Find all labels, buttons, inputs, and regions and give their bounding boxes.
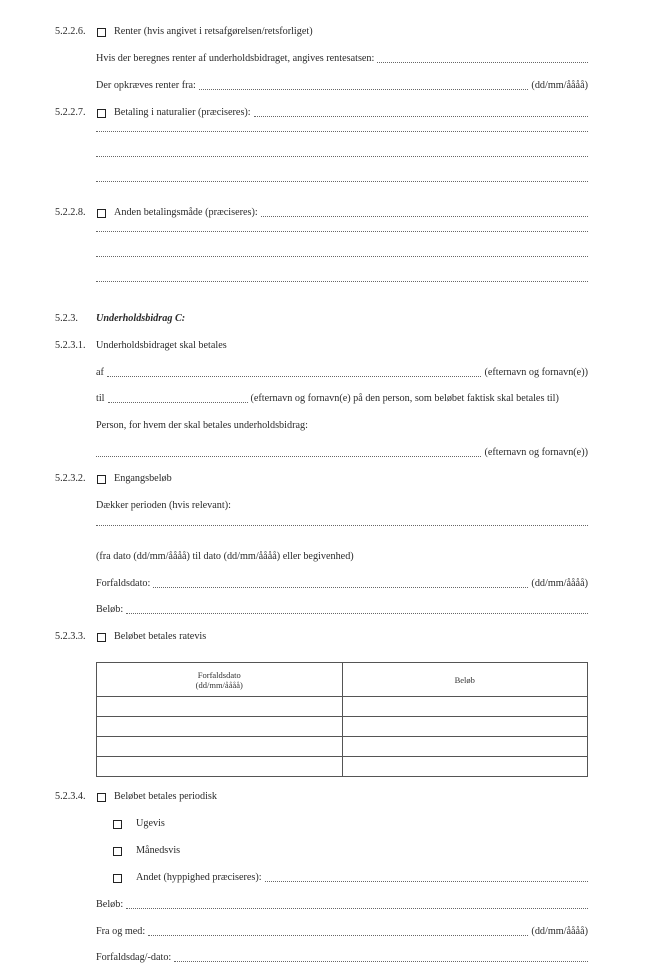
column-header-amount: Beløb bbox=[342, 663, 588, 697]
checkbox-ratevis[interactable] bbox=[97, 633, 106, 642]
beneficiary-label: Person, for hvem der skal betales underholdsbidrag: bbox=[96, 420, 308, 431]
option-ugevis bbox=[0, 817, 655, 831]
naturalier-input-2[interactable] bbox=[96, 130, 588, 132]
section-title: Underholdsbidrag C: bbox=[96, 313, 186, 324]
section-5228 bbox=[0, 206, 655, 220]
recipient-input[interactable] bbox=[108, 401, 248, 403]
table-row bbox=[97, 757, 588, 777]
due-date-input[interactable] bbox=[153, 586, 528, 588]
option-maanedsvis bbox=[0, 844, 655, 858]
section-5226 bbox=[0, 25, 655, 39]
recipient-label: til bbox=[96, 393, 105, 404]
anden-input-2[interactable] bbox=[96, 230, 588, 232]
installment-table bbox=[96, 662, 588, 777]
payer-hint: (efternavn og fornavn(e)) bbox=[484, 367, 588, 378]
from-date-label: Fra og med: bbox=[96, 926, 146, 937]
beneficiary-input[interactable] bbox=[96, 455, 481, 457]
payer-field bbox=[0, 366, 655, 380]
option-label: Ugevis bbox=[136, 818, 165, 829]
section-number: 5.2.3.3. bbox=[55, 631, 86, 642]
anden-input-4[interactable] bbox=[96, 280, 588, 282]
table-row bbox=[97, 697, 588, 717]
period-label: Dækker perioden (hvis relevant): bbox=[96, 500, 231, 511]
due-date-label: Forfaldsdato: bbox=[96, 578, 151, 589]
section-5227 bbox=[0, 106, 655, 120]
section-523 bbox=[0, 312, 655, 326]
section-number: 5.2.2.6. bbox=[55, 26, 86, 37]
section-number: 5.2.3.1. bbox=[55, 340, 86, 351]
column-header-due-date: Forfaldsdato (dd/mm/åååå) bbox=[97, 663, 343, 697]
section-label: Engangsbeløb bbox=[114, 473, 172, 484]
checkbox-andet[interactable] bbox=[113, 874, 122, 883]
section-label: Betaling i naturalier (præciseres): bbox=[114, 107, 251, 118]
section-number: 5.2.3. bbox=[55, 313, 78, 324]
checkbox-engangsbeloeb[interactable] bbox=[97, 475, 106, 484]
date-format-hint: (dd/mm/åååå) bbox=[531, 80, 588, 91]
due-date-field bbox=[0, 577, 655, 591]
checkbox-ugevis[interactable] bbox=[113, 820, 122, 829]
period-hint: (fra dato (dd/mm/åååå) til dato (dd/mm/åååå) eller begivenhed) bbox=[96, 551, 354, 562]
amount-cell[interactable] bbox=[342, 757, 588, 777]
andet-frequency-input[interactable] bbox=[265, 880, 588, 882]
section-5233 bbox=[0, 630, 655, 644]
period-input[interactable] bbox=[96, 524, 588, 526]
interest-rate-label: Hvis der beregnes renter af underholdsbidraget, angives rentesatsen: bbox=[96, 53, 375, 64]
amount-input[interactable] bbox=[126, 612, 588, 614]
interest-from-label: Der opkræves renter fra: bbox=[96, 80, 196, 91]
section-5231 bbox=[0, 339, 655, 353]
section-5234 bbox=[0, 790, 655, 804]
interest-from-input[interactable] bbox=[199, 88, 529, 90]
section-label: Underholdsbidraget skal betales bbox=[96, 340, 227, 351]
option-label: Andet (hyppighed præciseres): bbox=[136, 872, 262, 883]
table-row bbox=[97, 737, 588, 757]
checkbox-naturalier[interactable] bbox=[97, 109, 106, 118]
section-number: 5.2.2.8. bbox=[55, 207, 86, 218]
section-label: Renter (hvis angivet i retsafgørelsen/retsforliget) bbox=[114, 26, 313, 37]
interest-rate-field bbox=[0, 52, 655, 66]
due-day-label: Forfaldsdag/-dato: bbox=[96, 952, 172, 963]
beneficiary-field bbox=[0, 446, 655, 460]
beneficiary-hint: (efternavn og fornavn(e)) bbox=[484, 447, 588, 458]
amount-label: Beløb: bbox=[96, 899, 124, 910]
section-label: Anden betalingsmåde (præciseres): bbox=[114, 207, 258, 218]
checkbox-anden-betalingsmaade[interactable] bbox=[97, 209, 106, 218]
checkbox-maanedsvis[interactable] bbox=[113, 847, 122, 856]
from-date-field bbox=[0, 925, 655, 939]
option-andet bbox=[0, 871, 655, 885]
amount-cell[interactable] bbox=[342, 717, 588, 737]
payer-input[interactable] bbox=[107, 375, 482, 377]
interest-from-field bbox=[0, 79, 655, 93]
date-format-hint: (dd/mm/åååå) bbox=[531, 578, 588, 589]
naturalier-input-4[interactable] bbox=[96, 180, 588, 182]
amount-label: Beløb: bbox=[96, 604, 124, 615]
due-date-cell[interactable] bbox=[97, 737, 343, 757]
anden-input-1[interactable] bbox=[261, 215, 588, 217]
checkbox-periodisk[interactable] bbox=[97, 793, 106, 802]
due-date-cell[interactable] bbox=[97, 757, 343, 777]
section-label: Beløbet betales ratevis bbox=[114, 631, 207, 642]
section-5232 bbox=[0, 472, 655, 486]
periodic-amount-input[interactable] bbox=[126, 907, 588, 909]
amount-field bbox=[0, 603, 655, 617]
from-date-input[interactable] bbox=[148, 934, 528, 936]
period-hint-row bbox=[0, 550, 655, 564]
section-number: 5.2.3.4. bbox=[55, 791, 86, 802]
recipient-field bbox=[0, 392, 655, 406]
section-label: Beløbet betales periodisk bbox=[114, 791, 217, 802]
naturalier-input-3[interactable] bbox=[96, 155, 588, 157]
due-date-cell[interactable] bbox=[97, 697, 343, 717]
due-day-input[interactable] bbox=[174, 960, 588, 962]
amount-cell[interactable] bbox=[342, 737, 588, 757]
date-format-hint: (dd/mm/åååå) bbox=[531, 926, 588, 937]
naturalier-input-1[interactable] bbox=[254, 115, 588, 117]
due-day-field bbox=[0, 951, 655, 965]
beneficiary-label-row bbox=[0, 419, 655, 433]
table-header-row bbox=[97, 663, 588, 697]
option-label: Månedsvis bbox=[136, 845, 181, 856]
section-number: 5.2.3.2. bbox=[55, 473, 86, 484]
payer-label: af bbox=[96, 367, 104, 378]
periodic-amount-field bbox=[0, 898, 655, 912]
table-row bbox=[97, 717, 588, 737]
interest-rate-input[interactable] bbox=[377, 61, 588, 63]
recipient-hint: (efternavn og fornavn(e) på den person, som beløbet faktisk skal betales til) bbox=[250, 393, 559, 404]
anden-input-3[interactable] bbox=[96, 255, 588, 257]
due-date-cell[interactable] bbox=[97, 717, 343, 737]
period-label-row bbox=[0, 499, 655, 513]
section-number: 5.2.2.7. bbox=[55, 107, 86, 118]
checkbox-renter[interactable] bbox=[97, 28, 106, 37]
amount-cell[interactable] bbox=[342, 697, 588, 717]
